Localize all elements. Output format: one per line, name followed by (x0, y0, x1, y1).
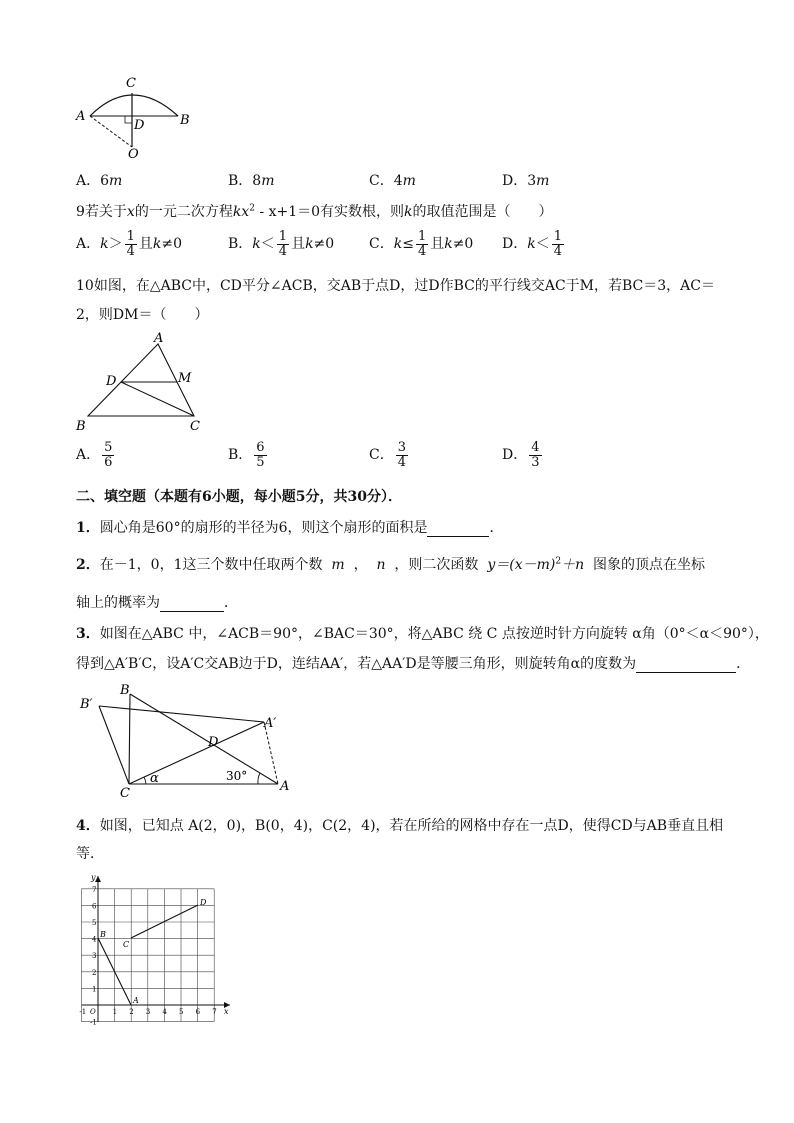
q9-option-d: D．k＜ $\frac{1}{4}$ (502, 229, 562, 259)
y-tick-label: 1 (92, 985, 97, 994)
label-b: B (76, 419, 86, 434)
x-tick-label: O (90, 1008, 96, 1016)
fill-question-1: 1．圆心角是60°的扇形的半径为6，则这个扇形的面积是 ． (76, 520, 504, 536)
axis-label-y: y (91, 873, 96, 882)
segment-bpap (99, 706, 264, 722)
label-a: A (76, 109, 86, 124)
point-label-a: A (133, 996, 139, 1005)
y-tick-label: 3 (92, 952, 97, 961)
q10-stem-line1: 10如图，在△ABC中，CD平分∠ACB，交AB于点D，过D作BC的平行线交AC于M，若BC＝3，AC＝ (76, 278, 715, 294)
fill-question-2-line2: 轴上的概率为 ． (76, 595, 238, 611)
x-tick-label: 6 (195, 1008, 201, 1016)
q10-option-b: B． $\frac{6}{5}$ (228, 440, 265, 470)
figure-rotation (74, 682, 294, 800)
label-c: C (120, 786, 130, 800)
x-tick-label: 2 (129, 1008, 134, 1016)
y-tick-label: 2 (92, 968, 97, 977)
label-a: A (280, 779, 290, 794)
point-label-b: B (100, 930, 106, 939)
x-tick-label: 1 (112, 1008, 118, 1016)
point-label-d: D (200, 898, 207, 907)
x-tick-label: -1 (79, 1008, 87, 1016)
q9-option-b: B．k＜ $\frac{1}{4}$ 且k≠0 (228, 229, 335, 259)
q8-option-b: B．8m (228, 173, 275, 189)
figure-triangle-abc (74, 330, 214, 434)
fill-question-4-line2: 等． (76, 846, 104, 862)
figure-arc (70, 72, 200, 164)
grid-lines (81, 889, 217, 1022)
fill-question-4-line1: 4．如图，已知点 A(2，0)，B(0，4)，C(2，4)，若在所给的网格中存在一点D，使得CD与AB垂直且相 (76, 818, 724, 834)
label-c: C (190, 419, 200, 434)
label-alpha: α (150, 771, 159, 786)
q9-stem: 9若关于x的一元二次方程$kx^2 - x+1=0$有实数根，则k的取值范围是（ ） (76, 203, 553, 220)
y-tick-label: 7 (92, 885, 97, 894)
q10-option-a: A． $\frac{5}{6}$ (76, 440, 113, 470)
segment-cb (129, 694, 130, 784)
label-d: D (208, 735, 219, 750)
segment-dc (121, 382, 194, 416)
label-30-degree: 30° (226, 769, 248, 783)
angle-30-arc (258, 773, 260, 784)
label-d: D (134, 118, 145, 133)
label-b: B (180, 113, 190, 128)
figure-grid (74, 872, 234, 1032)
label-c: C (126, 76, 136, 91)
label-bp: B′ (80, 697, 93, 712)
section2-title: 二、填空题（本题有6小题，每小题5分，共30分）． (76, 489, 402, 505)
x-tick-label: 4 (162, 1008, 167, 1016)
label-m: M (178, 371, 192, 386)
right-angle-mark (125, 116, 132, 123)
arc-ab (90, 95, 178, 116)
segment-ao (90, 116, 132, 147)
label-ap: A′ (264, 716, 277, 731)
segment-cbp (99, 706, 129, 784)
y-tick-label: 6 (92, 902, 97, 911)
q9-option-c: C．k≤ $\frac{1}{4}$ 且k≠0 (369, 229, 474, 259)
q10-option-c: C． $\frac{3}{4}$ (369, 440, 406, 470)
x-tick-label: 3 (145, 1008, 151, 1016)
y-tick-label: 5 (92, 919, 97, 927)
y-tick-label: 4 (92, 935, 97, 944)
segment-aap-dashed (264, 722, 278, 784)
fill-question-2-line1: 2．在－1，0，1这三个数中任取两个数 m ， n ，则二次函数 $y=(x-m)^2+n$ 图象的顶点在坐标 (76, 556, 706, 573)
q10-option-d: D． $\frac{4}{3}$ (502, 440, 540, 470)
q10-stem-line2: 2，则DM＝（ ） (76, 307, 209, 323)
y-axis-arrow (95, 876, 101, 882)
q8-option-d: D．3m (502, 173, 550, 189)
fill-question-3-line1: 3．如图在△ABC 中，∠ACB＝90°，∠BAC＝30°，将△ABC 绕 C 点按逆时针方向旋转 α角（0°＜α＜90°）， (76, 626, 769, 642)
x-tick-label: 5 (179, 1008, 184, 1016)
x-tick-label: 7 (212, 1008, 217, 1016)
q8-option-c: C．4m (369, 173, 416, 189)
q9-option-a: A．k＞ $\frac{1}{4}$ 且k≠0 (76, 229, 183, 259)
label-o: O (128, 147, 139, 162)
point-label-c: C (123, 940, 130, 949)
angle-alpha-arc (144, 777, 146, 784)
axis-label-x: x (224, 1007, 229, 1016)
label-d: D (106, 374, 117, 389)
y-tick-label-negative: -1 (90, 1018, 97, 1027)
q8-option-a: A．6m (76, 173, 123, 189)
label-b: B (120, 683, 130, 698)
label-a: A (154, 331, 164, 346)
fill-question-3-line2: 得到△A′B′C，设A′C交AB边于D，连结AA′，若△AA′D是等腰三角形，则旋转角α的度数为 ． (76, 656, 751, 672)
